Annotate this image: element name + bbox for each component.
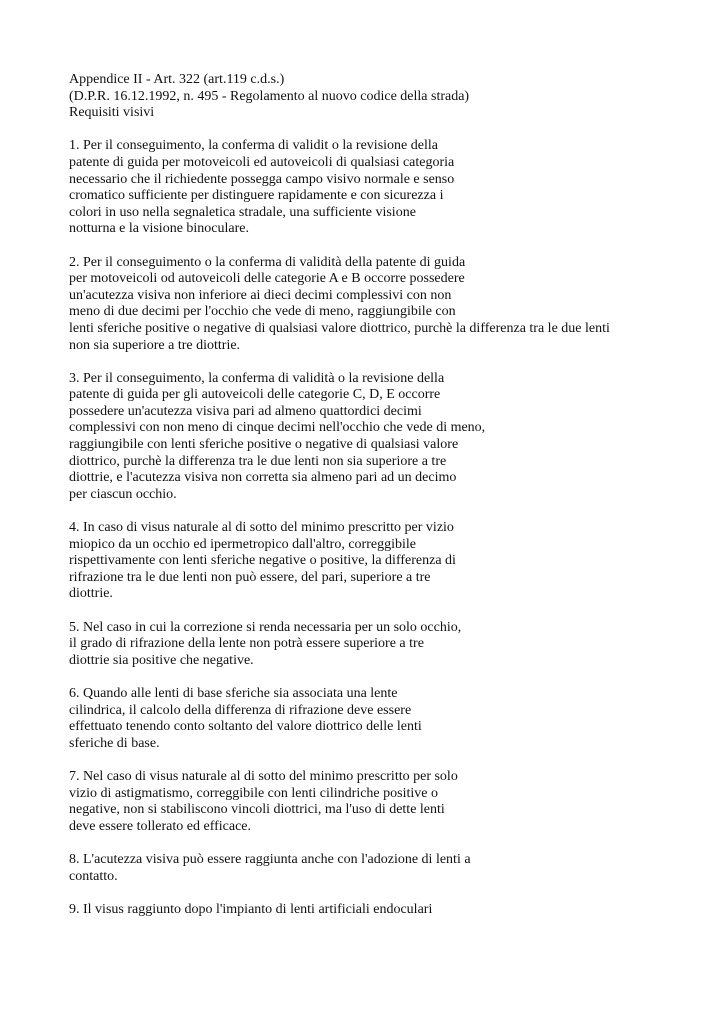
paragraph-line: 6. Quando alle lenti di base sferiche sia associata una lente	[69, 685, 398, 701]
paragraph-line: cilindrica, il calcolo della differenza di rifrazione deve essere	[69, 702, 412, 718]
document-header	[69, 72, 714, 122]
paragraph-7	[69, 769, 714, 835]
paragraph-line: deve essere tollerato ed efficace.	[69, 818, 252, 834]
paragraph-line: lenti sferiche positive o negative di qualsiasi valore diottrico, purchè la differenza tra le due lenti	[69, 320, 610, 336]
paragraph-3	[69, 371, 714, 504]
paragraph-line: patente di guida per motoveicoli ed autoveicoli di qualsiasi categoria	[69, 154, 455, 170]
paragraph-6	[69, 686, 714, 752]
paragraph-line: meno di due decimi per l'occhio che vede di meno, raggiungibile con	[69, 304, 456, 320]
paragraph-5	[69, 620, 714, 670]
document-page	[69, 72, 714, 935]
paragraph-line: 5. Nel caso in cui la correzione si renda necessaria per un solo occhio,	[69, 619, 462, 635]
paragraph-line: effettuato tenendo conto soltanto del valore diottrico delle lenti	[69, 719, 422, 735]
paragraph-line: 4. In caso di visus naturale al di sotto del minimo prescritto per vizio	[69, 520, 454, 536]
paragraph-line: vizio di astigmatismo, correggibile con lenti cilindriche positive o	[69, 785, 438, 801]
paragraph-line: cromatico sufficiente per distinguere rapidamente e con sicurezza i	[69, 188, 444, 204]
paragraph-line: 7. Nel caso di visus naturale al di sotto del minimo prescritto per solo	[69, 768, 458, 784]
paragraph-line: per ciascun occhio.	[69, 486, 177, 502]
paragraph-line: diottrico, purchè la differenza tra le due lenti non sia superiore a tre	[69, 453, 447, 469]
paragraph-line: diottrie sia positive che negative.	[69, 652, 254, 668]
paragraph-line: diottrie, e l'acutezza visiva non corretta sia almeno pari ad un decimo	[69, 470, 457, 486]
paragraph-line: sferiche di base.	[69, 735, 160, 751]
paragraph-8	[69, 852, 714, 885]
paragraph-line: colori in uso nella segnaletica stradale, una sufficiente visione	[69, 204, 416, 220]
paragraph-line: rifrazione tra le due lenti non può essere, del pari, superiore a tre	[69, 569, 431, 585]
paragraph-line: non sia superiore a tre diottrie.	[69, 337, 241, 353]
paragraph-line: notturna e la visione binoculare.	[69, 221, 249, 237]
paragraph-line: un'acutezza visiva non inferiore ai dieci decimi complessivi con non	[69, 287, 452, 303]
paragraph-line: rispettivamente con lenti sferiche negative o positive, la differenza di	[69, 553, 456, 569]
paragraph-line: negative, non si stabiliscono vincoli diottrici, ma l'uso di dette lenti	[69, 802, 445, 818]
paragraph-line: possedere un'acutezza visiva pari ad almeno quattordici decimi	[69, 403, 422, 419]
paragraph-line: 3. Per il conseguimento, la conferma di validità o la revisione della	[69, 370, 445, 386]
paragraph-9	[69, 902, 714, 919]
paragraph-line: complessivi con non meno di cinque decimi nell'occhio che vede di meno,	[69, 420, 486, 436]
paragraph-line: 1. Per il conseguimento, la conferma di validit o la revisione della	[69, 138, 438, 154]
paragraph-line: necessario che il richiedente possegga campo visivo normale e senso	[69, 171, 455, 187]
paragraph-line: patente di guida per gli autoveicoli delle categorie C, D, E occorre	[69, 387, 441, 403]
paragraph-line: 8. L'acutezza visiva può essere raggiunta anche con l'adozione di lenti a	[69, 851, 471, 867]
paragraph-line: contatto.	[69, 868, 118, 884]
paragraph-1	[69, 138, 714, 238]
header-section-title: Requisiti visivi	[69, 105, 155, 121]
paragraph-line: 9. Il visus raggiunto dopo l'impianto di lenti artificiali endoculari	[69, 901, 433, 917]
paragraph-line: raggiungibile con lenti sferiche positive o negative di qualsiasi valore	[69, 437, 459, 453]
paragraph-line: miopico da un occhio ed ipermetropico dall'altro, correggibile	[69, 536, 416, 552]
paragraph-line: per motoveicoli od autoveicoli delle categorie A e B occorre possedere	[69, 271, 465, 287]
paragraph-line: il grado di rifrazione della lente non potrà essere superiore a tre	[69, 636, 424, 652]
paragraph-line: 2. Per il conseguimento o la conferma di validità della patente di guida	[69, 254, 466, 270]
paragraph-2	[69, 255, 714, 355]
paragraph-4	[69, 520, 714, 603]
header-decree-reference: (D.P.R. 16.12.1992, n. 495 - Regolamento al nuovo codice della strada)	[69, 88, 470, 104]
header-article-reference: Appendice II - Art. 322 (art.119 c.d.s.)	[69, 72, 285, 87]
paragraph-line: diottrie.	[69, 586, 113, 602]
